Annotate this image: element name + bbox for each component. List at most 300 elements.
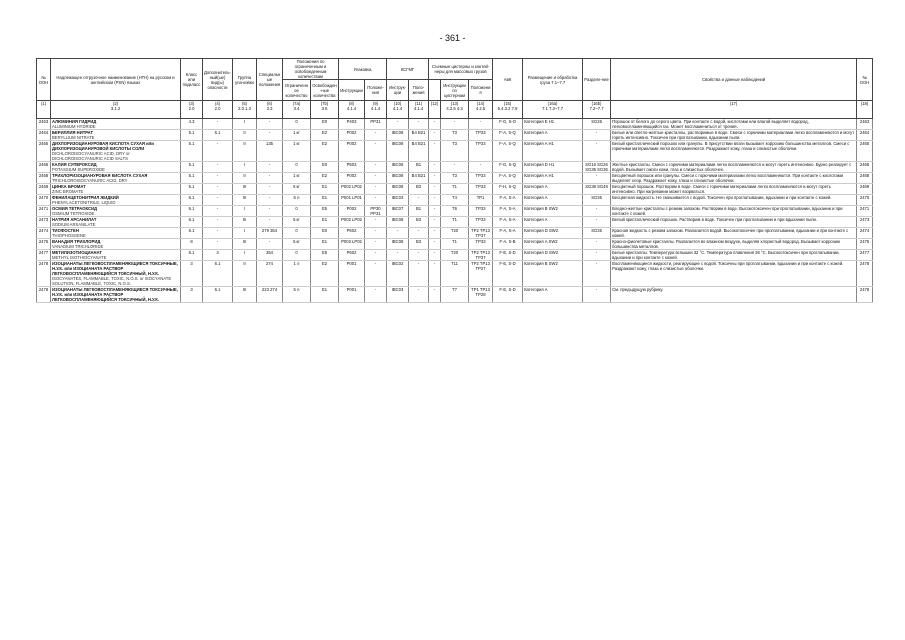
packing-provision: PP31	[365, 119, 387, 130]
name-ru: ФЕНИЛАЦЕТОНИТРИЛ ЖИДКИЙ	[52, 195, 119, 200]
stowage: Категория A	[523, 195, 583, 206]
name-ru: НАТРИЯ АРСАНИЛАТ	[52, 217, 97, 222]
subsidiary-hazard: -	[203, 173, 233, 184]
packing-instruction: P002	[339, 130, 365, 141]
subsidiary-hazard: 3	[203, 250, 233, 261]
packing-provision: -	[365, 261, 387, 287]
column-number-label: (14)	[476, 101, 485, 106]
packing-provision: -	[365, 239, 387, 250]
packing-provision: -	[365, 130, 387, 141]
column-number-label: (16a)	[547, 101, 558, 106]
column-number	[365, 101, 387, 119]
subsidiary-hazard: -	[203, 184, 233, 195]
header-subsidiary: Дополнитель-ный(ые) вид(ы) опасности	[203, 59, 233, 101]
un-number-right: 2469	[857, 184, 873, 195]
limited-quantity: 0	[283, 119, 311, 130]
ibc-instruction: -	[387, 250, 409, 261]
special-provisions: -	[257, 130, 283, 141]
table-row	[37, 217, 873, 228]
un-number: 2478	[37, 261, 51, 287]
column-number	[469, 101, 493, 119]
ems: F-G, S-Q	[493, 162, 523, 173]
excepted-quantity: E2	[311, 261, 339, 287]
ibc-provision: B4 B21	[409, 130, 429, 141]
ibc-provision: B4 B21	[409, 141, 429, 162]
proper-shipping-name	[51, 239, 181, 250]
properties: Белый кристаллический порошок или гранулы. В присутствии влаги вызывает коррозию большинства металлов. Смеси с горючими материалами легко воспламеняются. Раздражает кожу, глаза и слизистые оболочки.	[611, 141, 857, 162]
ems: F-A, S-A	[493, 228, 523, 239]
packing-provision: -	[365, 217, 387, 228]
column-reference: 4.1.4	[370, 106, 381, 111]
column-number	[429, 101, 441, 119]
name-ru: ТРИХЛОРИЗОЦИАНУРОВАЯ КИСЛОТА СУХАЯ	[52, 173, 148, 178]
limited-quantity: 0	[283, 250, 311, 261]
segregation: -	[583, 287, 611, 303]
class: 5.1	[181, 173, 203, 184]
ibc-provision: B3	[409, 184, 429, 195]
ibc-instruction: IBC08	[387, 239, 409, 250]
un-number: 2465	[37, 141, 51, 162]
un-number-right: 2464	[857, 130, 873, 141]
special-provisions: -	[257, 184, 283, 195]
column-number	[233, 101, 257, 119]
stowage: Категория D SW2	[523, 250, 583, 261]
ems: F-E, S-D	[493, 250, 523, 261]
special-provisions: -	[257, 195, 283, 206]
proper-shipping-name	[51, 287, 181, 303]
segregation: -	[583, 239, 611, 250]
packing-provision: -	[365, 250, 387, 261]
header-packing-group: Группа упа-ковки	[233, 59, 257, 101]
limited-quantity: 1 кг	[283, 141, 311, 162]
column-number	[409, 101, 429, 119]
name-ru: ИЗОЦИАНАТЫ ЛЕГКОВОСПЛАМЕНЯЮЩИЕСЯ ТОКСИЧНЫЕ, Н.У.К. или ИЗОЦИАНАТА РАСТВОР ЛЕГКОВОСПЛАМЕНЯЮЩИЙСЯ ТОКСИЧНЫЙ, Н.У.К.	[52, 261, 178, 276]
ibc-provision: -	[409, 228, 429, 239]
header-col-12	[429, 80, 441, 101]
column-number-label: (12)	[430, 101, 439, 106]
un-number-right: 2474	[857, 228, 873, 239]
column-reference: 4.1.4	[413, 106, 424, 111]
column-number-label: (7b)	[320, 101, 329, 106]
ems: F-A, S-A	[493, 206, 523, 217]
packing-group: II	[233, 261, 257, 287]
header-un-no: № ООН	[37, 59, 51, 101]
name-en: ISOCYANATES, FLAMMABLE, TOXIC, N.O.S. or ISOCYANATE SOLUTION, FLAMMABLE, TOXIC, N.O.S.	[52, 276, 172, 286]
excepted-quantity: E1	[311, 217, 339, 228]
proper-shipping-name	[51, 184, 181, 195]
special-provisions: -	[257, 162, 283, 173]
stowage: Категория A	[523, 287, 583, 303]
excepted-quantity: E2	[311, 130, 339, 141]
un-number: 2468	[37, 173, 51, 184]
tank-instruction: -	[441, 162, 469, 173]
subsidiary-hazard: -	[203, 206, 233, 217]
name-ru: БЕРИЛЛИЯ НИТРАТ	[52, 130, 94, 135]
tank-instruction: T20	[441, 250, 469, 261]
column-12: -	[429, 141, 441, 162]
tank-instruction: T1	[441, 239, 469, 250]
table-row	[37, 250, 873, 261]
header-un-no-right: № ООН	[857, 59, 873, 101]
name-en: OSMIUM TETROXIDE	[52, 211, 95, 216]
class: 5.1	[181, 162, 203, 173]
excepted-quantity: E1	[311, 287, 339, 303]
packing-group: III	[233, 287, 257, 303]
ibc-instruction: IBC08	[387, 173, 409, 184]
column-number-label: (10)	[393, 101, 402, 106]
header-tank-prov: Положения	[469, 80, 493, 101]
limited-quantity: 1 л	[283, 261, 311, 287]
packing-group: I	[233, 206, 257, 217]
column-12: -	[429, 287, 441, 303]
header-row	[37, 59, 873, 80]
stowage: Категория B SW2	[523, 261, 583, 287]
limited-quantity: 5 кг	[283, 184, 311, 195]
un-number-right: 2478	[857, 287, 873, 303]
table-row	[37, 195, 873, 206]
table-row	[37, 261, 873, 287]
subsidiary-hazard: 6.1	[203, 261, 233, 287]
column-number-label: (11)	[414, 101, 423, 106]
column-number-label: (16b)	[591, 101, 602, 106]
packing-instruction: P001 LP01	[339, 195, 365, 206]
column-number-row	[37, 101, 873, 119]
header-packagings: Упаковка	[339, 59, 387, 80]
packing-instruction: P602	[339, 250, 365, 261]
packing-group: II	[233, 141, 257, 162]
subsidiary-hazard: -	[203, 228, 233, 239]
column-reference: 5.4.3.2 7.8	[497, 106, 518, 111]
un-number: 2466	[37, 162, 51, 173]
column-reference: 4.1.4	[346, 106, 357, 111]
un-number-right: 2471	[857, 206, 873, 217]
ems: F-H, S-Q	[493, 184, 523, 195]
special-provisions: 135	[257, 141, 283, 162]
ibc-instruction: -	[387, 119, 409, 130]
page-number: - 361 -	[439, 33, 466, 43]
tank-instruction: T3	[441, 130, 469, 141]
column-number	[51, 101, 181, 119]
tank-instruction: -	[441, 119, 469, 130]
class: 8	[181, 239, 203, 250]
packing-group: III	[233, 217, 257, 228]
subsidiary-hazard: -	[203, 119, 233, 130]
packing-instruction: P001	[339, 261, 365, 287]
ibc-instruction: IBC02	[387, 261, 409, 287]
header-ibc: КСГМГ	[387, 59, 429, 80]
proper-shipping-name	[51, 195, 181, 206]
column-reference: 4.2.5 4.3	[446, 106, 463, 111]
packing-instruction: P002 LP02	[339, 239, 365, 250]
table-body	[37, 119, 873, 303]
header-excepted: Освобожден-ные количества	[311, 80, 339, 101]
un-number: 2469	[37, 184, 51, 195]
ems: F-A, S-Q	[493, 141, 523, 162]
special-provisions: -	[257, 173, 283, 184]
packing-instruction: P001	[339, 287, 365, 303]
ems: F-E, S-D	[493, 261, 523, 287]
stowage: Категория A SW2	[523, 239, 583, 250]
header-pack-instr: Инструкции	[339, 80, 365, 101]
stowage: Категория A	[523, 184, 583, 195]
special-provisions: -	[257, 206, 283, 217]
header-limited: Ограниченное количество	[283, 80, 311, 101]
stowage: Категория A H1	[523, 173, 583, 184]
tank-instruction: T6	[441, 206, 469, 217]
properties: Белый кристаллический порошок. Растворим в воде. Токсичен при проглатывании и при вдыхании пыли.	[611, 217, 857, 228]
ems: F-A, S-Q	[493, 173, 523, 184]
special-provisions: 223 274	[257, 287, 283, 303]
class: 5.1	[181, 141, 203, 162]
properties: Желтые кристаллы. Смеси с горючими материалами легко воспламеняются и могут гореть интенсивно. Бурно реагирует с водой. Вызывает ожоги кожи, глаз и слизистых оболочек.	[611, 162, 857, 173]
ibc-provision: -	[409, 195, 429, 206]
table-row	[37, 173, 873, 184]
segregation: -	[583, 206, 611, 217]
header-stowage: Размещение и обработка груза 7.1–7.7	[523, 59, 583, 101]
header-limited-excepted: Положения по ограниченным и освобожденным количествам	[283, 59, 339, 80]
ibc-provision: B1	[409, 162, 429, 173]
ibc-instruction: IBC03	[387, 287, 409, 303]
table-row	[37, 184, 873, 195]
column-number-label: (5)	[241, 101, 248, 106]
header-special-provisions: Специальные положения	[257, 59, 283, 101]
excepted-quantity: E1	[311, 239, 339, 250]
column-number	[611, 101, 857, 119]
subsidiary-hazard: 6.1	[203, 130, 233, 141]
packing-instruction: P002	[339, 206, 365, 217]
packing-provision: -	[365, 141, 387, 162]
tank-provision: TP2 TP13 TP37	[469, 228, 493, 239]
excepted-quantity: E2	[311, 141, 339, 162]
name-en: PHENYLACETONITRILE, LIQUID	[52, 200, 116, 205]
column-12: -	[429, 173, 441, 184]
name-en: METHYL ISOTHIOCYANATE	[52, 255, 107, 260]
column-reference: 7.1 7.3–7.7	[542, 106, 564, 111]
name-ru: АЛЮМИНИЯ ГИДРИД	[52, 119, 97, 124]
tank-instruction: T1	[441, 184, 469, 195]
tank-provision: TP33	[469, 141, 493, 162]
proper-shipping-name	[51, 173, 181, 184]
tank-provision: TP2 TP13 TP37	[469, 250, 493, 261]
name-en: DICHLOROISOCYANURIC ACID, DRY or DICHLOROISOCYANURIC ACID SALTS	[52, 151, 130, 161]
un-number: 2477	[37, 250, 51, 261]
packing-instruction: P002	[339, 173, 365, 184]
segregation: -	[583, 261, 611, 287]
header-class: Класс или подкласс	[181, 59, 203, 101]
limited-quantity: 0	[283, 206, 311, 217]
tank-instruction: T11	[441, 261, 469, 287]
table-row	[37, 119, 873, 130]
class: 6.1	[181, 250, 203, 261]
ibc-provision: B3	[409, 239, 429, 250]
table-row	[37, 206, 873, 217]
packing-group: I	[233, 119, 257, 130]
tank-provision: TP33	[469, 173, 493, 184]
header-ibc-prov: Поло-жения	[409, 80, 429, 101]
column-reference: 3.3	[266, 106, 273, 111]
excepted-quantity: E1	[311, 184, 339, 195]
tank-instruction: T3	[441, 141, 469, 162]
limited-quantity: 5 л	[283, 287, 311, 303]
un-number-right: 2465	[857, 141, 873, 162]
column-number	[583, 101, 611, 119]
tank-provision: TP33	[469, 206, 493, 217]
column-12: -	[429, 130, 441, 141]
header-pack-prov: Положе-ния	[365, 80, 387, 101]
header-segregation: Разделе-ние	[583, 59, 611, 101]
proper-shipping-name	[51, 250, 181, 261]
table-row	[37, 130, 873, 141]
properties: Бесцветный порошок. Растворим в воде. Смеси с горючими материалами легко воспламеняются и могут гореть интенсивно. При нагревании может взорваться.	[611, 184, 857, 195]
name-ru: МЕТИЛИЗОТИОЦИАНАТ	[52, 250, 102, 255]
column-number	[283, 101, 311, 119]
properties: Бледно-желтые кристаллы с резким запахом. Растворим в воде. Высокотоксичен при проглатывании, вдыхании и при контакте с кожей.	[611, 206, 857, 217]
header-ibc-instr: Инструк-ции	[387, 80, 409, 101]
ems: F-G, S-O	[493, 119, 523, 130]
excepted-quantity: E0	[311, 228, 339, 239]
name-ru: ДИХЛОРИЗОЦИАНУРОВАЯ КИСЛОТА СУХАЯ или ДИХЛОРИЗОЦИАНУРОВОЙ КИСЛОТЫ СОЛИ	[52, 141, 154, 151]
header-tanks: Съемные цистерны и контей-неры для массовых грузов	[429, 59, 493, 80]
tank-provision: TP33	[469, 239, 493, 250]
column-12: -	[429, 239, 441, 250]
column-number	[203, 101, 233, 119]
packing-provision: -	[365, 184, 387, 195]
class: 5.1	[181, 130, 203, 141]
tank-provision: TP33	[469, 130, 493, 141]
segregation: -	[583, 130, 611, 141]
excepted-quantity: E1	[311, 195, 339, 206]
limited-quantity: 1 кг	[283, 130, 311, 141]
tank-provision: -	[469, 162, 493, 173]
ibc-instruction: IBC08	[387, 217, 409, 228]
special-provisions: 274	[257, 261, 283, 287]
packing-group: I	[233, 162, 257, 173]
un-number: 2473	[37, 217, 51, 228]
column-12: -	[429, 228, 441, 239]
ibc-provision: -	[409, 287, 429, 303]
un-number-right: 2473	[857, 217, 873, 228]
packing-provision: -	[365, 173, 387, 184]
column-number-label: (13)	[450, 101, 459, 106]
ems: F-A, S-B	[493, 239, 523, 250]
column-reference: 3.4	[293, 106, 300, 111]
un-number: 2463	[37, 119, 51, 130]
un-number: 2471	[37, 206, 51, 217]
name-en: BERYLLIUM NITRATE	[52, 135, 95, 140]
proper-shipping-name	[51, 162, 181, 173]
column-number-label: (2)	[112, 101, 119, 106]
excepted-quantity: E0	[311, 162, 339, 173]
name-ru: ИЗОЦИАНАТЫ ЛЕГКОВОСПЛАМЕНЯЮЩИЕСЯ ТОКСИЧНЫЕ, Н.У.К. или ИЗОЦИАНАТА РАСТВОР ЛЕГКОВОСПЛАМЕНЯЮЩИЙСЯ ТОКСИЧНЫЙ, Н.У.К.	[52, 287, 178, 302]
ibc-provision: B4 B21	[409, 173, 429, 184]
stowage: Категория A H1	[523, 141, 583, 162]
limited-quantity: 5 кг	[283, 217, 311, 228]
class: 3	[181, 261, 203, 287]
ibc-provision: -	[409, 261, 429, 287]
packing-group: I	[233, 250, 257, 261]
limited-quantity: 0	[283, 228, 311, 239]
name-ru: КАЛИЯ СУПЕРОКСИД	[52, 162, 97, 167]
segregation: -	[583, 217, 611, 228]
segregation: SG38 SG49	[583, 184, 611, 195]
properties: Порошок от белого до серого цвета. При контакте с водой, кислотами или влагой выделяет водород, легковоспламеняющийся газ. Может воспламениться от трения.	[611, 119, 857, 130]
class: 6.1	[181, 228, 203, 239]
class: 5.1	[181, 184, 203, 195]
column-12: -	[429, 250, 441, 261]
column-number	[257, 101, 283, 119]
ibc-instruction: IBC08	[387, 184, 409, 195]
ibc-instruction: IBC08	[387, 141, 409, 162]
ibc-provision: -	[409, 119, 429, 130]
un-number-right: 2463	[857, 119, 873, 130]
excepted-quantity: E5	[311, 206, 339, 217]
packing-instruction: P602	[339, 228, 365, 239]
subsidiary-hazard: -	[203, 217, 233, 228]
subsidiary-hazard: -	[203, 141, 233, 162]
tank-instruction: T7	[441, 287, 469, 303]
segregation: -	[583, 250, 611, 261]
excepted-quantity: E2	[311, 173, 339, 184]
excepted-quantity: E0	[311, 119, 339, 130]
tank-instruction: T20	[441, 228, 469, 239]
column-12: -	[429, 119, 441, 130]
segregation: SG16 SG26 SG35 SG36	[583, 162, 611, 173]
name-ru: ОСМИЯ ТЕТРАОКСИД	[52, 206, 97, 211]
special-provisions: -	[257, 119, 283, 130]
tank-provision: TP33	[469, 184, 493, 195]
properties: Бесцветный порошок или гранулы. Смеси с горючими материалами легко воспламеняются. При контакте с кислотами выделяет хлор. Раздражает кожу, глаза и слизистые оболочки.	[611, 173, 857, 184]
un-number: 2464	[37, 130, 51, 141]
packing-instruction: P002 LP02	[339, 184, 365, 195]
subsidiary-hazard: 6.1	[203, 287, 233, 303]
properties: Бесцветная жидкость. Не смешивается с водой. Токсичен при проглатывании, вдыхании и при контакте с кожей.	[611, 195, 857, 206]
packing-group: I	[233, 228, 257, 239]
limited-quantity: 0	[283, 162, 311, 173]
header-tank-instr: Инструкции по цистернам	[441, 80, 469, 101]
name-en: SODIUM ARSANILATE	[52, 222, 96, 227]
table-row	[37, 228, 873, 239]
un-number: 2470	[37, 195, 51, 206]
tank-instruction: T4	[441, 195, 469, 206]
un-number: 2475	[37, 239, 51, 250]
column-number-label: (1)	[40, 101, 47, 106]
special-provisions: -	[257, 217, 283, 228]
packing-instruction: P503	[339, 162, 365, 173]
properties: Красная жидкость с резким запахом. Разлагается водой. Высокотоксичен при проглатывании, вдыхании и при контакте с кожей.	[611, 228, 857, 239]
segregation: -	[583, 173, 611, 184]
ibc-instruction: IBC03	[387, 195, 409, 206]
tank-provision: TP1	[469, 195, 493, 206]
column-12: -	[429, 217, 441, 228]
header-name: Надлежащее отгрузочное наименование (НТН) на русском и английском (PSN) языках	[51, 59, 181, 101]
packing-group: II	[233, 173, 257, 184]
segregation: SG26	[583, 119, 611, 130]
dangerous-goods-table	[36, 58, 873, 303]
class: 6.1	[181, 206, 203, 217]
packing-provision: PP30 PP31	[365, 206, 387, 217]
properties: Воспламеняющиеся жидкости, реагирующие с водой. Токсичны при проглатывании, вдыхании и при контакте с кожей. Раздражают кожу, глаза и слизистые оболочки.	[611, 261, 857, 287]
column-number	[37, 101, 51, 119]
tank-provision: -	[469, 119, 493, 130]
name-en: ALUMINIUM HYDRIDE	[52, 124, 96, 129]
subsidiary-hazard: -	[203, 239, 233, 250]
column-reference: 4.2.5	[475, 106, 486, 111]
packing-provision: -	[365, 228, 387, 239]
class: 6.1	[181, 195, 203, 206]
column-12: -	[429, 195, 441, 206]
ems: F-A, S-A	[493, 195, 523, 206]
segregation: -	[583, 141, 611, 162]
